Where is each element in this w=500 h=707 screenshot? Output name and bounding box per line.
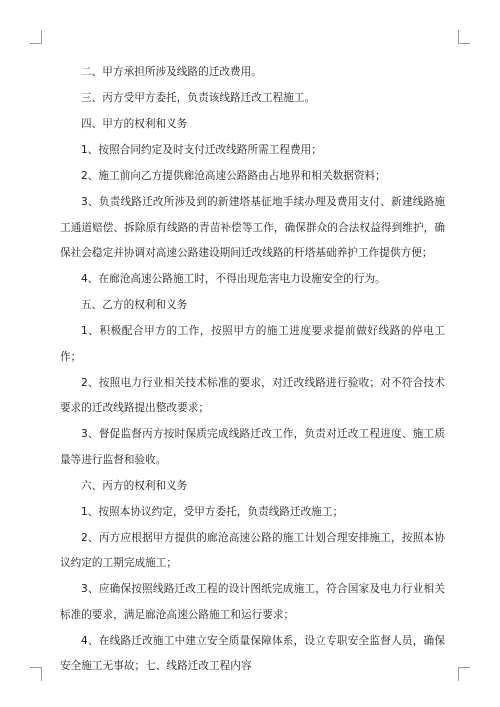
paragraph-a-2: 2、施工前向乙方提供廊沧高速公路路由占地界和相关数据资料； — [81, 170, 386, 182]
paragraph-a-3: 3、负责线路迁改所涉及到的新建塔基征地手续办理及费用支付、新建线路施工通道赔偿、拆除原有线路的青苗补偿等工作，确保群众的合法权益得到维护，确保社会稳定并协调对高速公路建设期间迁改线路的杆塔基础养护工作提供方便； — [60, 196, 445, 259]
heading-party-a-rights: 四、甲方的权利和义务 — [81, 118, 188, 130]
paragraph-c-2: 2、丙方应根据甲方提供的廊沧高速公路的施工计划合理安排施工，按照本协议约定的工期完成施工； — [60, 531, 445, 569]
paragraph-clause-3: 三、丙方受甲方委托，负责该线路迁改工程施工。 — [81, 92, 316, 104]
crop-mark-top-right-v — [458, 30, 459, 44]
paragraph-c-1: 1、按照本协议约定，受甲方委托，负责线路迁改施工； — [81, 505, 344, 518]
paragraph-a-1: 1、按照合同约定及时支付迁改线路所需工程费用； — [81, 144, 322, 156]
document-body — [60, 60, 445, 680]
paragraph-b-3: 3、督促监督丙方按时保质完成线路迁改工作，负责对迁改工程进度、施工质量等进行监督和验收。 — [60, 428, 445, 466]
crop-mark-bottom-right-v — [458, 667, 459, 681]
crop-mark-bottom-right-h — [458, 667, 470, 668]
paragraph-b-1: 1、积极配合甲方的工作，按照甲方的施工进度要求提前做好线路的停电工作； — [60, 325, 445, 363]
paragraph-clause-2: 二、甲方承担所涉及线路的迁改费用。 — [81, 66, 262, 78]
heading-party-b-rights: 五、乙方的权利和义务 — [81, 299, 188, 311]
paragraph-c-3: 3、应确保按照线路迁改工程的设计图纸完成施工，符合国家及电力行业相关标准的要求，满足廊沧高速公路施工和运行要求； — [60, 583, 445, 621]
paragraph-c-4: 4、在线路迁改施工中建立安全质量保障体系，设立专职安全监督人员，确保安全施工无事故；七、线路迁改工程内容 — [60, 634, 445, 672]
crop-mark-top-right-h — [458, 43, 470, 44]
paragraph-b-2: 2、按照电力行业相关技术标准的要求，对迁改线路进行验收；对不符合技术要求的迁改线路提出整改要求； — [60, 376, 445, 414]
crop-mark-bottom-left-v — [41, 667, 42, 681]
heading-party-c-rights: 六、丙方的权利和义务 — [81, 479, 188, 492]
crop-mark-top-left-v — [41, 30, 42, 44]
paragraph-a-4: 4、在廊沧高速公路施工时，不得出现危害电力设施安全的行为。 — [81, 273, 386, 285]
